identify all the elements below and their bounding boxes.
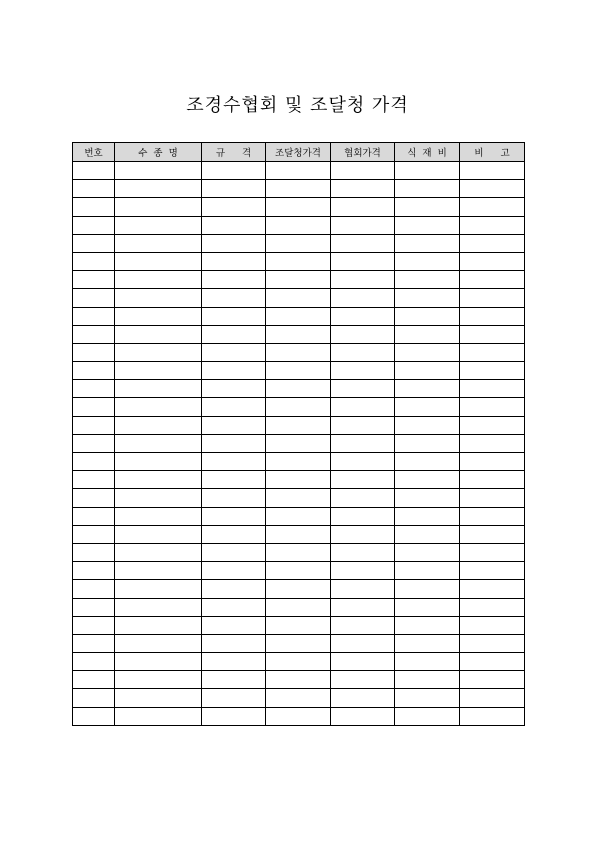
number-cell [73,307,115,325]
planting-cost-cell [395,180,460,198]
species-name-cell [115,289,202,307]
specification-cell [202,471,266,489]
table-row [73,325,525,343]
planting-cost-cell [395,434,460,452]
procurement-price-cell [266,307,331,325]
table-row [73,562,525,580]
planting-cost-cell [395,489,460,507]
association-price-cell [331,616,395,634]
association-price-cell [331,671,395,689]
number-cell [73,271,115,289]
planting-cost-cell [395,343,460,361]
species-name-cell [115,580,202,598]
association-price-cell [331,252,395,270]
planting-cost-cell [395,289,460,307]
species-name-cell [115,180,202,198]
association-price-cell [331,325,395,343]
number-cell [73,234,115,252]
species-name-cell [115,271,202,289]
procurement-price-cell [266,271,331,289]
specification-cell [202,453,266,471]
specification-cell [202,380,266,398]
association-price-cell [331,489,395,507]
remarks-cell [460,307,525,325]
table-row [73,180,525,198]
number-cell [73,471,115,489]
remarks-cell [460,416,525,434]
header-species-name: 수 종 명 [115,143,202,162]
price-table [72,142,525,726]
number-cell [73,380,115,398]
remarks-cell [460,198,525,216]
species-name-cell [115,325,202,343]
procurement-price-cell [266,343,331,361]
specification-cell [202,398,266,416]
table-row [73,343,525,361]
procurement-price-cell [266,580,331,598]
specification-cell [202,653,266,671]
procurement-price-cell [266,507,331,525]
species-name-cell [115,543,202,561]
association-price-cell [331,525,395,543]
procurement-price-cell [266,634,331,652]
association-price-cell [331,343,395,361]
association-price-cell [331,434,395,452]
number-cell [73,343,115,361]
specification-cell [202,598,266,616]
remarks-cell [460,362,525,380]
species-name-cell [115,671,202,689]
number-cell [73,671,115,689]
planting-cost-cell [395,598,460,616]
specification-cell [202,634,266,652]
remarks-cell [460,325,525,343]
header-number: 번호 [73,143,115,162]
table-row [73,307,525,325]
species-name-cell [115,471,202,489]
specification-cell [202,343,266,361]
number-cell [73,634,115,652]
association-price-cell [331,453,395,471]
species-name-cell [115,234,202,252]
number-cell [73,453,115,471]
table-row [73,362,525,380]
number-cell [73,507,115,525]
species-name-cell [115,562,202,580]
procurement-price-cell [266,398,331,416]
planting-cost-cell [395,634,460,652]
association-price-cell [331,198,395,216]
number-cell [73,198,115,216]
remarks-cell [460,489,525,507]
species-name-cell [115,489,202,507]
number-cell [73,416,115,434]
document-title: 조경수협회 및 조달청 가격 [186,95,409,116]
planting-cost-cell [395,471,460,489]
table-row [73,671,525,689]
procurement-price-cell [266,653,331,671]
specification-cell [202,434,266,452]
species-name-cell [115,362,202,380]
table-row [73,289,525,307]
number-cell [73,180,115,198]
planting-cost-cell [395,162,460,180]
species-name-cell [115,416,202,434]
association-price-cell [331,416,395,434]
specification-cell [202,580,266,598]
table-row [73,434,525,452]
number-cell [73,362,115,380]
table-row [73,616,525,634]
remarks-cell [460,289,525,307]
procurement-price-cell [266,489,331,507]
planting-cost-cell [395,234,460,252]
association-price-cell [331,580,395,598]
procurement-price-cell [266,234,331,252]
table-row [73,489,525,507]
planting-cost-cell [395,198,460,216]
table-row [73,453,525,471]
species-name-cell [115,689,202,707]
table-row [73,598,525,616]
species-name-cell [115,507,202,525]
association-price-cell [331,543,395,561]
planting-cost-cell [395,671,460,689]
number-cell [73,434,115,452]
table-row [73,507,525,525]
planting-cost-cell [395,562,460,580]
planting-cost-cell [395,398,460,416]
table-row [73,543,525,561]
header-remarks: 비 고 [460,143,525,162]
specification-cell [202,234,266,252]
header-association-price: 협회가격 [331,143,395,162]
table-row [73,234,525,252]
table-header-row [73,143,525,162]
planting-cost-cell [395,543,460,561]
remarks-cell [460,562,525,580]
planting-cost-cell [395,271,460,289]
procurement-price-cell [266,416,331,434]
number-cell [73,398,115,416]
number-cell [73,162,115,180]
species-name-cell [115,198,202,216]
remarks-cell [460,707,525,725]
planting-cost-cell [395,507,460,525]
procurement-price-cell [266,562,331,580]
specification-cell [202,307,266,325]
remarks-cell [460,398,525,416]
header-planting-cost: 식 재 비 [395,143,460,162]
association-price-cell [331,398,395,416]
association-price-cell [331,471,395,489]
number-cell [73,616,115,634]
specification-cell [202,180,266,198]
table-row [73,580,525,598]
remarks-cell [460,271,525,289]
specification-cell [202,525,266,543]
association-price-cell [331,634,395,652]
table-row [73,216,525,234]
species-name-cell [115,398,202,416]
procurement-price-cell [266,180,331,198]
procurement-price-cell [266,162,331,180]
planting-cost-cell [395,216,460,234]
planting-cost-cell [395,380,460,398]
procurement-price-cell [266,616,331,634]
remarks-cell [460,507,525,525]
remarks-cell [460,598,525,616]
species-name-cell [115,616,202,634]
species-name-cell [115,453,202,471]
remarks-cell [460,252,525,270]
planting-cost-cell [395,580,460,598]
species-name-cell [115,380,202,398]
number-cell [73,580,115,598]
association-price-cell [331,362,395,380]
table-row [73,653,525,671]
table-row [73,271,525,289]
table-row [73,198,525,216]
specification-cell [202,271,266,289]
remarks-cell [460,653,525,671]
procurement-price-cell [266,543,331,561]
procurement-price-cell [266,434,331,452]
remarks-cell [460,453,525,471]
association-price-cell [331,653,395,671]
procurement-price-cell [266,689,331,707]
remarks-cell [460,525,525,543]
procurement-price-cell [266,453,331,471]
planting-cost-cell [395,689,460,707]
remarks-cell [460,634,525,652]
species-name-cell [115,707,202,725]
association-price-cell [331,289,395,307]
remarks-cell [460,580,525,598]
remarks-cell [460,216,525,234]
association-price-cell [331,271,395,289]
procurement-price-cell [266,325,331,343]
remarks-cell [460,471,525,489]
number-cell [73,325,115,343]
specification-cell [202,707,266,725]
planting-cost-cell [395,525,460,543]
species-name-cell [115,525,202,543]
specification-cell [202,325,266,343]
species-name-cell [115,216,202,234]
association-price-cell [331,162,395,180]
remarks-cell [460,234,525,252]
planting-cost-cell [395,416,460,434]
number-cell [73,525,115,543]
table-body [73,162,525,726]
number-cell [73,252,115,270]
remarks-cell [460,380,525,398]
species-name-cell [115,653,202,671]
table-row [73,416,525,434]
remarks-cell [460,434,525,452]
procurement-price-cell [266,707,331,725]
species-name-cell [115,162,202,180]
species-name-cell [115,634,202,652]
remarks-cell [460,162,525,180]
specification-cell [202,489,266,507]
table-row [73,525,525,543]
remarks-cell [460,543,525,561]
remarks-cell [460,671,525,689]
species-name-cell [115,434,202,452]
number-cell [73,216,115,234]
association-price-cell [331,216,395,234]
procurement-price-cell [266,525,331,543]
procurement-price-cell [266,471,331,489]
number-cell [73,653,115,671]
procurement-price-cell [266,380,331,398]
procurement-price-cell [266,252,331,270]
association-price-cell [331,598,395,616]
specification-cell [202,616,266,634]
specification-cell [202,289,266,307]
association-price-cell [331,562,395,580]
header-specification: 규 격 [202,143,266,162]
procurement-price-cell [266,198,331,216]
number-cell [73,289,115,307]
planting-cost-cell [395,325,460,343]
specification-cell [202,543,266,561]
specification-cell [202,362,266,380]
table-row [73,707,525,725]
specification-cell [202,507,266,525]
species-name-cell [115,343,202,361]
species-name-cell [115,307,202,325]
specification-cell [202,689,266,707]
species-name-cell [115,598,202,616]
specification-cell [202,671,266,689]
number-cell [73,598,115,616]
association-price-cell [331,507,395,525]
table-row [73,252,525,270]
procurement-price-cell [266,362,331,380]
specification-cell [202,198,266,216]
planting-cost-cell [395,707,460,725]
table-row [73,398,525,416]
planting-cost-cell [395,453,460,471]
association-price-cell [331,234,395,252]
remarks-cell [460,689,525,707]
specification-cell [202,252,266,270]
planting-cost-cell [395,653,460,671]
procurement-price-cell [266,216,331,234]
table-row [73,689,525,707]
table-row [73,471,525,489]
header-procurement-price: 조달청가격 [266,143,331,162]
number-cell [73,707,115,725]
procurement-price-cell [266,598,331,616]
association-price-cell [331,707,395,725]
specification-cell [202,416,266,434]
association-price-cell [331,689,395,707]
remarks-cell [460,343,525,361]
number-cell [73,543,115,561]
planting-cost-cell [395,616,460,634]
association-price-cell [331,180,395,198]
table-row [73,380,525,398]
association-price-cell [331,380,395,398]
specification-cell [202,162,266,180]
planting-cost-cell [395,307,460,325]
specification-cell [202,216,266,234]
number-cell [73,489,115,507]
number-cell [73,562,115,580]
table-row [73,634,525,652]
remarks-cell [460,180,525,198]
planting-cost-cell [395,252,460,270]
association-price-cell [331,307,395,325]
number-cell [73,689,115,707]
species-name-cell [115,252,202,270]
specification-cell [202,562,266,580]
remarks-cell [460,616,525,634]
table-row [73,162,525,180]
procurement-price-cell [266,289,331,307]
procurement-price-cell [266,671,331,689]
planting-cost-cell [395,362,460,380]
